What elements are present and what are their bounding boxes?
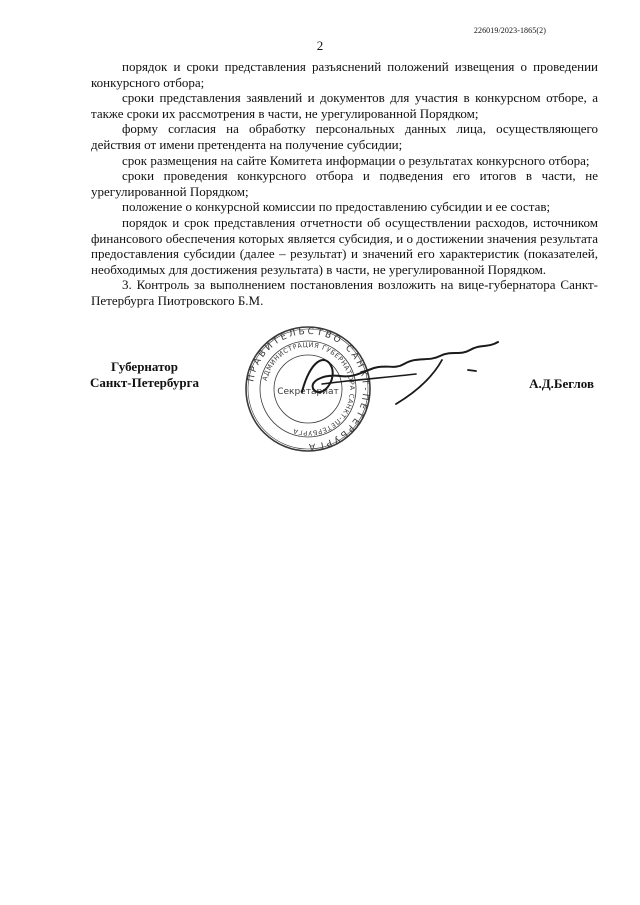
signatory-title-line2: Санкт-Петербурга (90, 375, 199, 390)
paragraph: форму согласия на обработку персональных данных лица, осуществляющего действия от имени претендента на получение субсидии; (91, 121, 598, 152)
signatory-name: А.Д.Беглов (529, 376, 594, 391)
paragraph: сроки представления заявлений и документов для участия в конкурсном отборе, а также сроки их рассмотрения в части, не урегулированной Порядком; (91, 90, 598, 121)
document-number: 226019/2023-1865(2) (473, 26, 546, 35)
paragraph: порядок и сроки представления разъяснений положений извещения о проведении конкурсного отбора; (91, 59, 598, 90)
paragraph: срок размещения на сайте Комитета информации о результатах конкурсного отбора; (122, 152, 590, 168)
signatory-title-line1: Губернатор (110, 359, 179, 374)
handwritten-signature (292, 330, 512, 415)
paragraph: сроки проведения конкурсного отбора и подведения его итогов в части, не урегулированной Порядком; (91, 168, 598, 199)
svg-text:АДМИНИСТРАЦИЯ ГУБЕРНАТОРА САНК: АДМИНИСТРАЦИЯ ГУБЕРНАТОРА САНКТ-ПЕТЕРБУРГА (260, 340, 357, 438)
page-number: 2 (316, 38, 324, 53)
paragraph: 3. Контроль за выполнением постановления возложить на вице-губернатора Санкт-Петербурга Пиотровского Б.М. (91, 277, 598, 308)
document-body (91, 59, 598, 309)
svg-text:Секретариат: Секретариат (277, 387, 339, 397)
svg-text:ПРАВИТЕЛЬСТВО САНКТ-ПЕТЕРБУРГА: ПРАВИТЕЛЬСТВО САНКТ-ПЕТЕРБУРГА (246, 326, 371, 452)
paragraph: положение о конкурсной комиссии по предоставлению субсидии и ее состав; (122, 199, 551, 215)
paragraph: порядок и срок представления отчетности об осуществлении расходов, источником финансового обеспечения которых является субсидия, и о достижении значения результата предоставления субсидии (далее – результат) и значений его характеристик (показателей, необходимых для достижения результата) в части, не урегулированной Порядком. (91, 214, 598, 277)
signatory-title (90, 359, 199, 391)
